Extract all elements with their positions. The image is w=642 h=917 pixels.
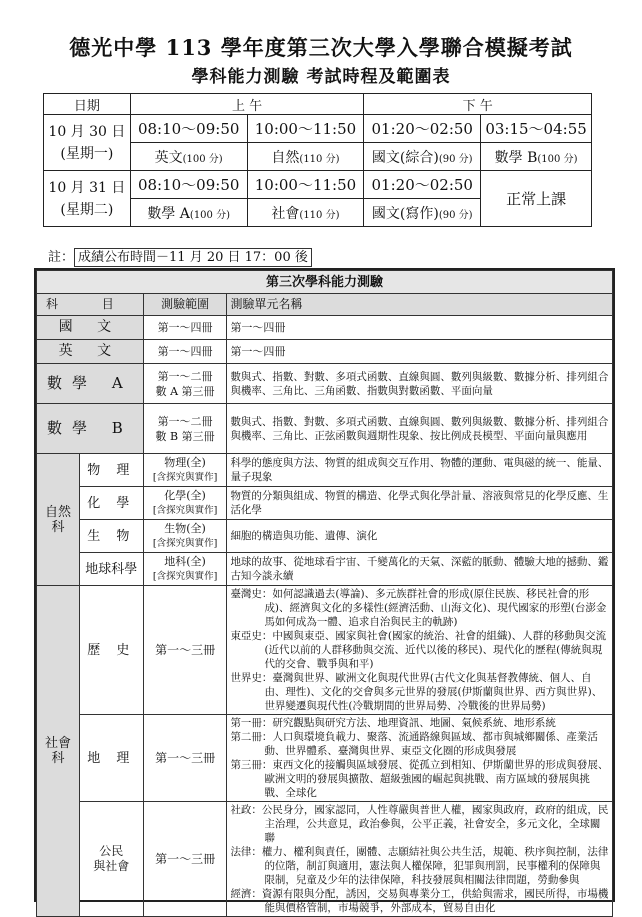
physics-units: 科學的態度與方法、物質的組成與交互作用、物體的運動、電與磁的統一、能量、量子現象: [227, 454, 613, 487]
chemistry-units: 物質的分類與組成、物質的構造、化學式與化學計量、溶液與常見的化學反應、生活化學: [227, 487, 613, 520]
math-b-units: 數與式、指數、對數、多項式函數、直線與圓、數列與級數、數據分析、排列組合與機率、三角比、正弦函數與週期性現象、按比例成長模型、平面向量與應用: [227, 404, 613, 454]
subject-math-b: 數學 B: [37, 404, 144, 454]
exam-schedule-table: [43, 93, 592, 227]
header-range: 測驗範圍: [143, 294, 227, 316]
geography-range: 第一～三冊: [143, 715, 227, 802]
schedule-header-date: 日期: [44, 94, 131, 115]
day1-time-4: 03:15～04:55: [481, 115, 592, 143]
schedule-header-morning: 上 午: [130, 94, 364, 115]
day2-weekday: (星期二): [60, 201, 114, 218]
geography-units: 第一冊：研究觀點與研究方法、地理資訊、地圖、氣候系統、地形系統 第二冊：人口與環境負載力、聚落、流通路線與區域、都市與城鄉關係、產業活動、世界體系、臺灣與世界、東亞文化圈的形成與發展 第三冊：東西文化的接觸與區域發展、從孤立到相知、伊斯蘭世界的形成與發展、歐洲文明的發展與擴散、超級強國的崛起與挑戰、南方區域的發展與挑戰、全球化: [227, 715, 613, 802]
day1-date: 10 月 30 日: [48, 123, 126, 140]
note-text: 成績公布時間－11 月 20 日 17：00 後: [74, 248, 312, 267]
subject-chinese: 國 文: [37, 316, 144, 340]
science-sub-physics: 物 理: [79, 454, 143, 487]
physics-range: 物理(全) [含探究與實作]: [143, 454, 227, 487]
biology-range: 生物(全) [含探究與實作]: [143, 520, 227, 553]
day2-subject-1: 數學 A(100 分): [130, 199, 247, 227]
science-sub-chemistry: 化 學: [79, 487, 143, 520]
day2-time-2: 10:00～11:50: [247, 171, 364, 199]
chinese-range: 第一～四冊: [143, 316, 227, 340]
day2-time-3: 01:20～02:50: [364, 171, 481, 199]
day1-date-cell: [44, 115, 131, 171]
english-range: 第一～四冊: [143, 340, 227, 364]
social-sub-civics: 公民 與社會: [79, 802, 143, 917]
day1-time-2: 10:00～11:50: [247, 115, 364, 143]
chinese-units: 第一～四冊: [227, 316, 613, 340]
social-sub-history: 歷 史: [79, 586, 143, 715]
day2-time-1: 08:10～09:50: [130, 171, 247, 199]
header-units: 測驗單元名稱: [227, 294, 613, 316]
category-science: 自然科: [37, 454, 80, 586]
category-social: 社會科: [37, 586, 80, 917]
scope-caption: 第三次學科能力測驗: [37, 271, 613, 294]
subject-english: 英 文: [37, 340, 144, 364]
math-b-range: 第一～二冊 數 B 第三冊: [143, 404, 227, 454]
scope-table-frame: [34, 268, 615, 914]
schedule-header-afternoon: 下 午: [364, 94, 592, 115]
history-units: 臺灣史：如何認識過去(導論)、多元族群社會的形成(原住民族、移民社會的形成)、經濟與文化的多樣性(經濟活動、山海文化)、現代國家的形塑(台澎金馬如何成為一體、追求自治與民主的軌跡) 東亞史：中國與東亞、國家與社會(國家的統治、社會的組織)、人群的移動與交流(近代以前的人群移動與交流、近代以後的移民)、現代化的歷程(傳統與現代的交會、戰爭與和平) 世界史：臺灣與世界、歐洲文化與現代世界(古代文化與基督教傳統、個人、自由、理性)、文化的交會與多元世界的發展(伊斯蘭與世界、西方與世界)、世界變遷與現代性(冷戰期間的世界局勢、冷戰後的世界局勢): [227, 586, 613, 715]
earth-units: 地球的故事、從地球看宇宙、千變萬化的天氣、深藍的脈動、體驗大地的撼動、鑑古知今談永續: [227, 553, 613, 586]
science-sub-earth: 地球科學: [79, 553, 143, 586]
english-units: 第一～四冊: [227, 340, 613, 364]
day1-time-1: 08:10～09:50: [130, 115, 247, 143]
day1-weekday: (星期一): [60, 145, 114, 162]
score-release-note: [48, 246, 312, 265]
day1-subject-3: 國文(綜合)(90 分): [364, 143, 481, 171]
biology-units: 細胞的構造與功能、遺傳、演化: [227, 520, 613, 553]
subject-math-a: 數學 A: [37, 364, 144, 404]
chemistry-range: 化學(全) [含探究與實作]: [143, 487, 227, 520]
day2-subject-2: 社會(110 分): [247, 199, 364, 227]
day1-subject-2: 自然(110 分): [247, 143, 364, 171]
day1-subject-1: 英文(100 分): [130, 143, 247, 171]
note-label: 註：: [48, 250, 75, 265]
math-a-units: 數與式、指數、對數、多項式函數、直線與圓、數列與級數、數據分析、排列組合與機率、三角比、三角函數、指數與對數函數、平面向量: [227, 364, 613, 404]
social-sub-geography: 地 理: [79, 715, 143, 802]
day2-subject-3: 國文(寫作)(90 分): [364, 199, 481, 227]
day1-subject-4: 數學 B(100 分): [481, 143, 592, 171]
day2-date-cell: [44, 171, 131, 227]
day2-normal-class: 正常上課: [481, 171, 592, 227]
civics-units: 社政：公民身分，國家認同，人性尊嚴與普世人權，國家與政府，政府的組成，民主治理，公共意見，政治參與，公平正義，社會安全，多元文化，全球關聯 法律：權力、權利與責任，團體、志願結社與公共生活，規範、秩序與控制，法律的位階，制訂與適用，憲法與人權保障，犯罪與刑罰，民事權利的保障與限制，兒童及少年的法律保障，科技發展與相關法律問題，勞動參與 經濟：資源有限與分配，誘因，交易與專業分工，供給與需求，國民所得，市場機能與價格管制，市場競爭，外部成本，貿易自由化: [227, 802, 613, 917]
header-subject: 科 目: [37, 294, 144, 316]
science-sub-biology: 生 物: [79, 520, 143, 553]
history-range: 第一～三冊: [143, 586, 227, 715]
page-title: 德光中學 113 學年度第三次大學入學聯合模擬考試: [69, 35, 573, 60]
scope-table: [36, 270, 613, 917]
day1-time-3: 01:20～02:50: [364, 115, 481, 143]
civics-range: 第一～三冊: [143, 802, 227, 917]
math-a-range: 第一～二冊 數 A 第三冊: [143, 364, 227, 404]
earth-range: 地科(全) [含探究與實作]: [143, 553, 227, 586]
page-subtitle: 學科能力測驗 考試時程及範圍表: [191, 67, 451, 87]
day2-date: 10 月 31 日: [48, 179, 126, 196]
